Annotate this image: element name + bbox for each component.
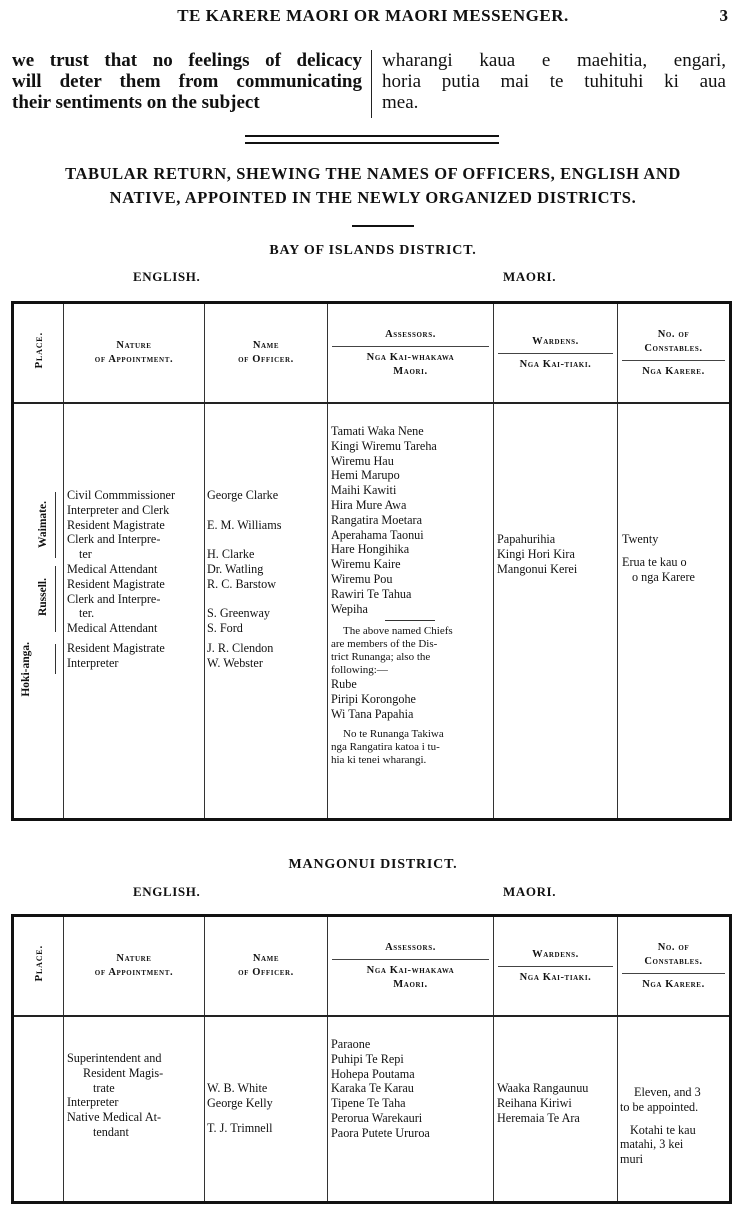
wardens-cell	[494, 403, 618, 820]
header-name: Name of Officer.	[205, 916, 328, 1017]
assessor: Tamati Waka Nene	[331, 424, 424, 438]
warden: Kingi Hori Kira	[497, 546, 575, 561]
header-nature: Nature of Appointment.	[64, 303, 205, 404]
assessor: Hemi Marupo	[331, 468, 400, 483]
assessor: Tipene Te Taha	[331, 1096, 406, 1111]
appointment: Interpreter	[67, 655, 119, 670]
bay-of-islands-table	[11, 301, 732, 821]
appointment: tendant	[93, 1124, 129, 1139]
assessor: Hohepa Poutama	[331, 1066, 415, 1081]
constables-count: to be appointed.	[620, 1099, 699, 1114]
header-place: Place.	[13, 916, 64, 1017]
english-label: ENGLISH.	[133, 269, 201, 284]
intro-english	[12, 50, 362, 113]
assessor: Kingi Wiremu Tareha	[331, 438, 437, 453]
assessor: Piripi Korongohe	[331, 692, 416, 707]
appointment: Native Medical At-	[67, 1110, 162, 1125]
intro-maori-line: horia putia mai te tuhituhi ki aua	[382, 71, 726, 92]
place-cell	[13, 403, 64, 820]
assessors-cell	[328, 403, 494, 820]
officer-cell	[205, 1016, 328, 1203]
assessors-note: The above named Chiefs are members of the Dis- trict Runanga; also the following:—	[331, 625, 453, 677]
place-waimate: Waimate.	[37, 501, 49, 548]
appointment: Clerk and Interpre-	[67, 532, 161, 547]
assessor: Wiremu Hau	[331, 453, 394, 468]
constables-count: Eleven, and 3	[634, 1085, 701, 1099]
maori-label: MAORI.	[503, 269, 557, 284]
appointment: Medical Attendant	[67, 621, 158, 636]
assessor: Wiremu Kaire	[331, 557, 401, 572]
assessor: Hare Hongihika	[331, 542, 410, 557]
assessor: Aperahama Taonui	[331, 527, 424, 542]
assessor: Paora Putete Ururoa	[331, 1125, 430, 1140]
appointment: Resident Magis-	[83, 1065, 164, 1080]
assessor: Rawiri Te Tahua	[331, 586, 412, 601]
table-body-row	[13, 403, 731, 820]
assessor: Hira Mure Awa	[331, 497, 407, 512]
header-nature: Nature of Appointment.	[64, 916, 205, 1017]
newspaper-title: TE KARERE MAORI OR MAORI MESSENGER.	[177, 6, 569, 25]
table-header-row	[13, 303, 731, 404]
assessor: Rangatira Moetara	[331, 512, 423, 527]
brace	[55, 566, 60, 632]
english-label: ENGLISH.	[133, 884, 201, 899]
mangonui-table	[11, 914, 732, 1204]
constables-cell	[618, 1016, 731, 1203]
intro-english-line: will deter them from communicating	[12, 71, 362, 92]
officer: George Kelly	[207, 1095, 273, 1110]
appointment: Clerk and Interpre-	[67, 591, 161, 606]
constables-maori: matahi, 3 kei	[620, 1137, 684, 1152]
constables-maori: Kotahi te kau	[630, 1122, 696, 1137]
appointment: Superintendent and	[67, 1051, 162, 1065]
appointment: ter	[79, 547, 92, 562]
assessor: Wi Tana Papahia	[331, 706, 414, 721]
warden: Heremaia Te Ara	[497, 1110, 580, 1125]
maori-label: MAORI.	[503, 884, 557, 899]
intro-english-line: their sentiments on the subject	[12, 92, 260, 113]
officer: E. M. Williams	[207, 517, 282, 532]
small-rule	[385, 620, 435, 621]
assessor: Rube	[331, 677, 357, 692]
short-rule	[352, 225, 414, 227]
appointment: Resident Magistrate	[67, 517, 165, 532]
assessor: Karaka Te Karau	[331, 1081, 414, 1096]
assessor: Wiremu Pou	[331, 571, 393, 586]
appointment: Medical Attendant	[67, 561, 158, 576]
double-rule-bottom	[245, 142, 499, 144]
officer: H. Clarke	[207, 547, 255, 562]
place-russell: Russell.	[37, 578, 49, 617]
intro-english-line: we trust that no feelings of delicacy	[12, 50, 362, 71]
officer: S. Ford	[207, 621, 243, 636]
officer: Dr. Watling	[207, 561, 264, 576]
header-name: Name of Officer.	[205, 303, 328, 404]
district-title-bay-of-islands: BAY OF ISLANDS DISTRICT.	[269, 243, 477, 258]
warden: Reihana Kiriwi	[497, 1095, 572, 1110]
double-rule-top	[245, 135, 499, 137]
table-header-row	[13, 916, 731, 1017]
table-body-row	[13, 1016, 731, 1203]
wardens-cell	[494, 1016, 618, 1203]
maori-note: No te Runanga Takiwa nga Rangatira katoa i tu- hia ki tenei wharangi.	[331, 727, 444, 766]
header-constables: No. of Constables. Nga Karere.	[618, 916, 731, 1017]
appointment: trate	[93, 1080, 115, 1095]
header-wardens: Wardens. Nga Kai-tiaki.	[494, 916, 618, 1017]
appointment: ter.	[79, 606, 95, 621]
warden: Waaka Rangaunuu	[497, 1081, 589, 1095]
assessor: Perorua Warekauri	[331, 1110, 423, 1125]
appointment: Resident Magistrate	[67, 640, 165, 655]
section-title-line2: NATIVE, APPOINTED IN THE NEWLY ORGANIZED DISTRICTS.	[109, 188, 637, 207]
assessor: Wepiha	[331, 601, 368, 616]
header-place: Place.	[13, 303, 64, 404]
assessors-cell	[328, 1016, 494, 1203]
appointment: Civil Commmissioner	[67, 488, 176, 502]
column-divider	[371, 50, 372, 118]
warden: Papahurihia	[497, 532, 556, 546]
officer: W. B. White	[207, 1081, 268, 1095]
constables-maori: Erua te kau o	[622, 554, 687, 569]
header-assessors: Assessors. Nga Kai-whakawa Maori.	[328, 303, 494, 404]
constables-cell	[618, 403, 731, 820]
appointment: Interpreter	[67, 1095, 119, 1110]
constables-maori: o nga Karere	[632, 569, 695, 584]
constables-maori: muri	[620, 1152, 644, 1167]
appointment: Resident Magistrate	[67, 576, 165, 591]
section-title-line1: TABULAR RETURN, SHEWING THE NAMES OF OFFICERS, ENGLISH AND	[65, 164, 681, 183]
nature-cell	[64, 403, 205, 820]
nature-cell	[64, 1016, 205, 1203]
officer: T. J. Trimnell	[207, 1120, 273, 1135]
assessor: Paraone	[331, 1037, 371, 1051]
intro-maori-line: mea.	[382, 92, 419, 113]
constables-count: Twenty	[622, 532, 659, 546]
warden: Mangonui Kerei	[497, 561, 578, 576]
place-cell	[13, 1016, 64, 1203]
intro-maori	[382, 50, 726, 113]
officer: S. Greenway	[207, 606, 270, 621]
header-constables: No. of Constables. Nga Karere.	[618, 303, 731, 404]
district-title-mangonui: MANGONUI DISTRICT.	[288, 857, 458, 872]
brace	[55, 644, 60, 674]
assessor: Maihi Kawiti	[331, 483, 397, 498]
header-assessors: Assessors. Nga Kai-whakawa Maori.	[328, 916, 494, 1017]
officer-cell	[205, 403, 328, 820]
officer: R. C. Barstow	[207, 576, 277, 591]
header-wardens: Wardens. Nga Kai-tiaki.	[494, 303, 618, 404]
officer: J. R. Clendon	[207, 640, 274, 655]
officer: George Clarke	[207, 488, 279, 502]
intro-maori-line: wharangi kaua e maehitia, engari,	[382, 50, 726, 71]
place-hokianga: Hoki-anga.	[20, 642, 32, 697]
officer: W. Webster	[207, 655, 263, 670]
assessor: Puhipi Te Repi	[331, 1051, 404, 1066]
appointment: Interpreter and Clerk	[67, 502, 170, 517]
page-number: 3	[719, 6, 728, 25]
brace	[55, 492, 60, 558]
